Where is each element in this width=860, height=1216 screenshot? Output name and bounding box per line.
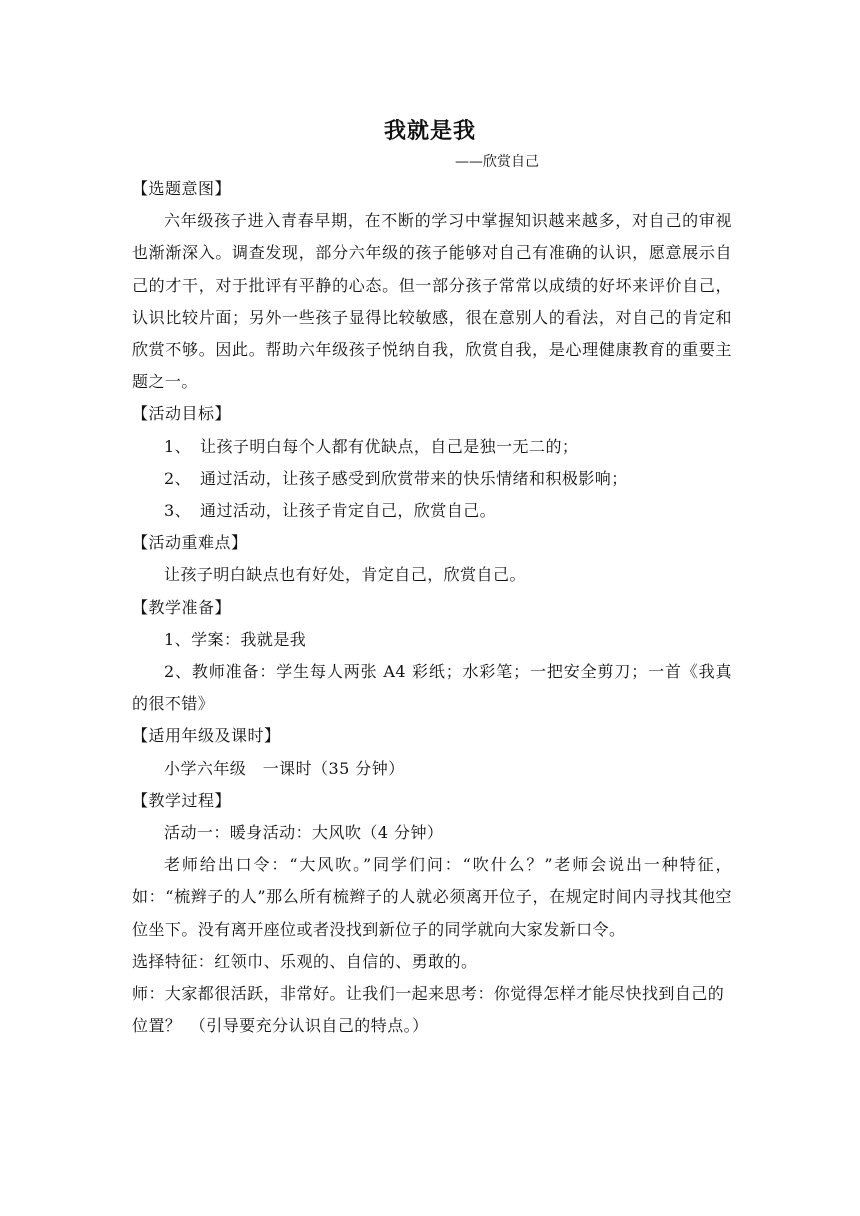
topic-intent-paragraph: 六年级孩子进入青春早期，在不断的学习中掌握知识越来越多，对自己的审视也渐渐深入。调查发现，部分六年级的孩子能够对自己有准确的认识，愿意展示自己的才干，对于批评有平静的心态。但一部分孩子常常以成绩的好坏来评价自己，认识比较片面；另外一些孩子显得比较敏感，很在意别人的看法，对自己的肯定和欣赏不够。因此。帮助六年级孩子悦纳自我，欣赏自我，是心理健康教育的重要主题之一。 bbox=[132, 211, 732, 392]
section-heading-key-points: 【活动重难点】 bbox=[132, 533, 248, 553]
goal-number: 2、 bbox=[164, 468, 192, 488]
document-body bbox=[132, 173, 732, 1042]
goal-text: 让孩子明白每个人都有优缺点，自己是独一无二的； bbox=[200, 436, 579, 456]
section-heading-process: 【教学过程】 bbox=[132, 790, 232, 810]
goal-number: 1、 bbox=[164, 436, 192, 456]
document-subtitle: ——欣赏自己 bbox=[455, 154, 539, 170]
goal-number: 3、 bbox=[164, 501, 192, 521]
preparation-item: 2、教师准备：学生每人两张 A4 彩纸；水彩笔；一把安全剪刀；一首《我真的很不错》 bbox=[132, 662, 732, 714]
goal-item bbox=[132, 431, 732, 463]
section-heading-goals: 【活动目标】 bbox=[132, 404, 232, 424]
process-teacher-line: 师：大家都很活跃，非常好。让我们一起来思考：你觉得怎样才能尽快找到自己的位置？ （引导要充分认识自己的特点。） bbox=[132, 984, 725, 1036]
goal-text: 通过活动，让孩子肯定自己，欣赏自己。 bbox=[200, 501, 497, 521]
goal-item bbox=[132, 495, 732, 527]
preparation-item: 1、学案：我就是我 bbox=[164, 629, 307, 649]
grade-paragraph: 小学六年级 一课时（35 分钟） bbox=[164, 758, 405, 778]
section-heading-preparation: 【教学准备】 bbox=[132, 597, 232, 617]
document-title: 我就是我 bbox=[383, 118, 476, 144]
process-features: 选择特征：红领巾、乐观的、自信的、勇敢的。 bbox=[132, 951, 478, 971]
process-description: 老师给出口令：“大风吹。”同学们问：“吹什么？”老师会说出一种特征，如：“梳辫子的人”那么所有梳辫子的人就必须离开位子，在规定时间内寻找其他空位坐下。没有离开座位或者没找到新位子的同学就向大家发新口令。 bbox=[132, 855, 732, 939]
section-heading-topic-intent: 【选题意图】 bbox=[132, 179, 232, 198]
process-activity: 活动一：暖身活动：大风吹（4 分钟） bbox=[164, 823, 444, 843]
goal-item bbox=[132, 463, 732, 495]
goal-text: 通过活动，让孩子感受到欣赏带来的快乐情绪和积极影响； bbox=[200, 468, 628, 488]
key-points-paragraph: 让孩子明白缺点也有好处，肯定自己，欣赏自己。 bbox=[164, 565, 526, 585]
section-heading-grade: 【适用年级及课时】 bbox=[132, 726, 281, 746]
